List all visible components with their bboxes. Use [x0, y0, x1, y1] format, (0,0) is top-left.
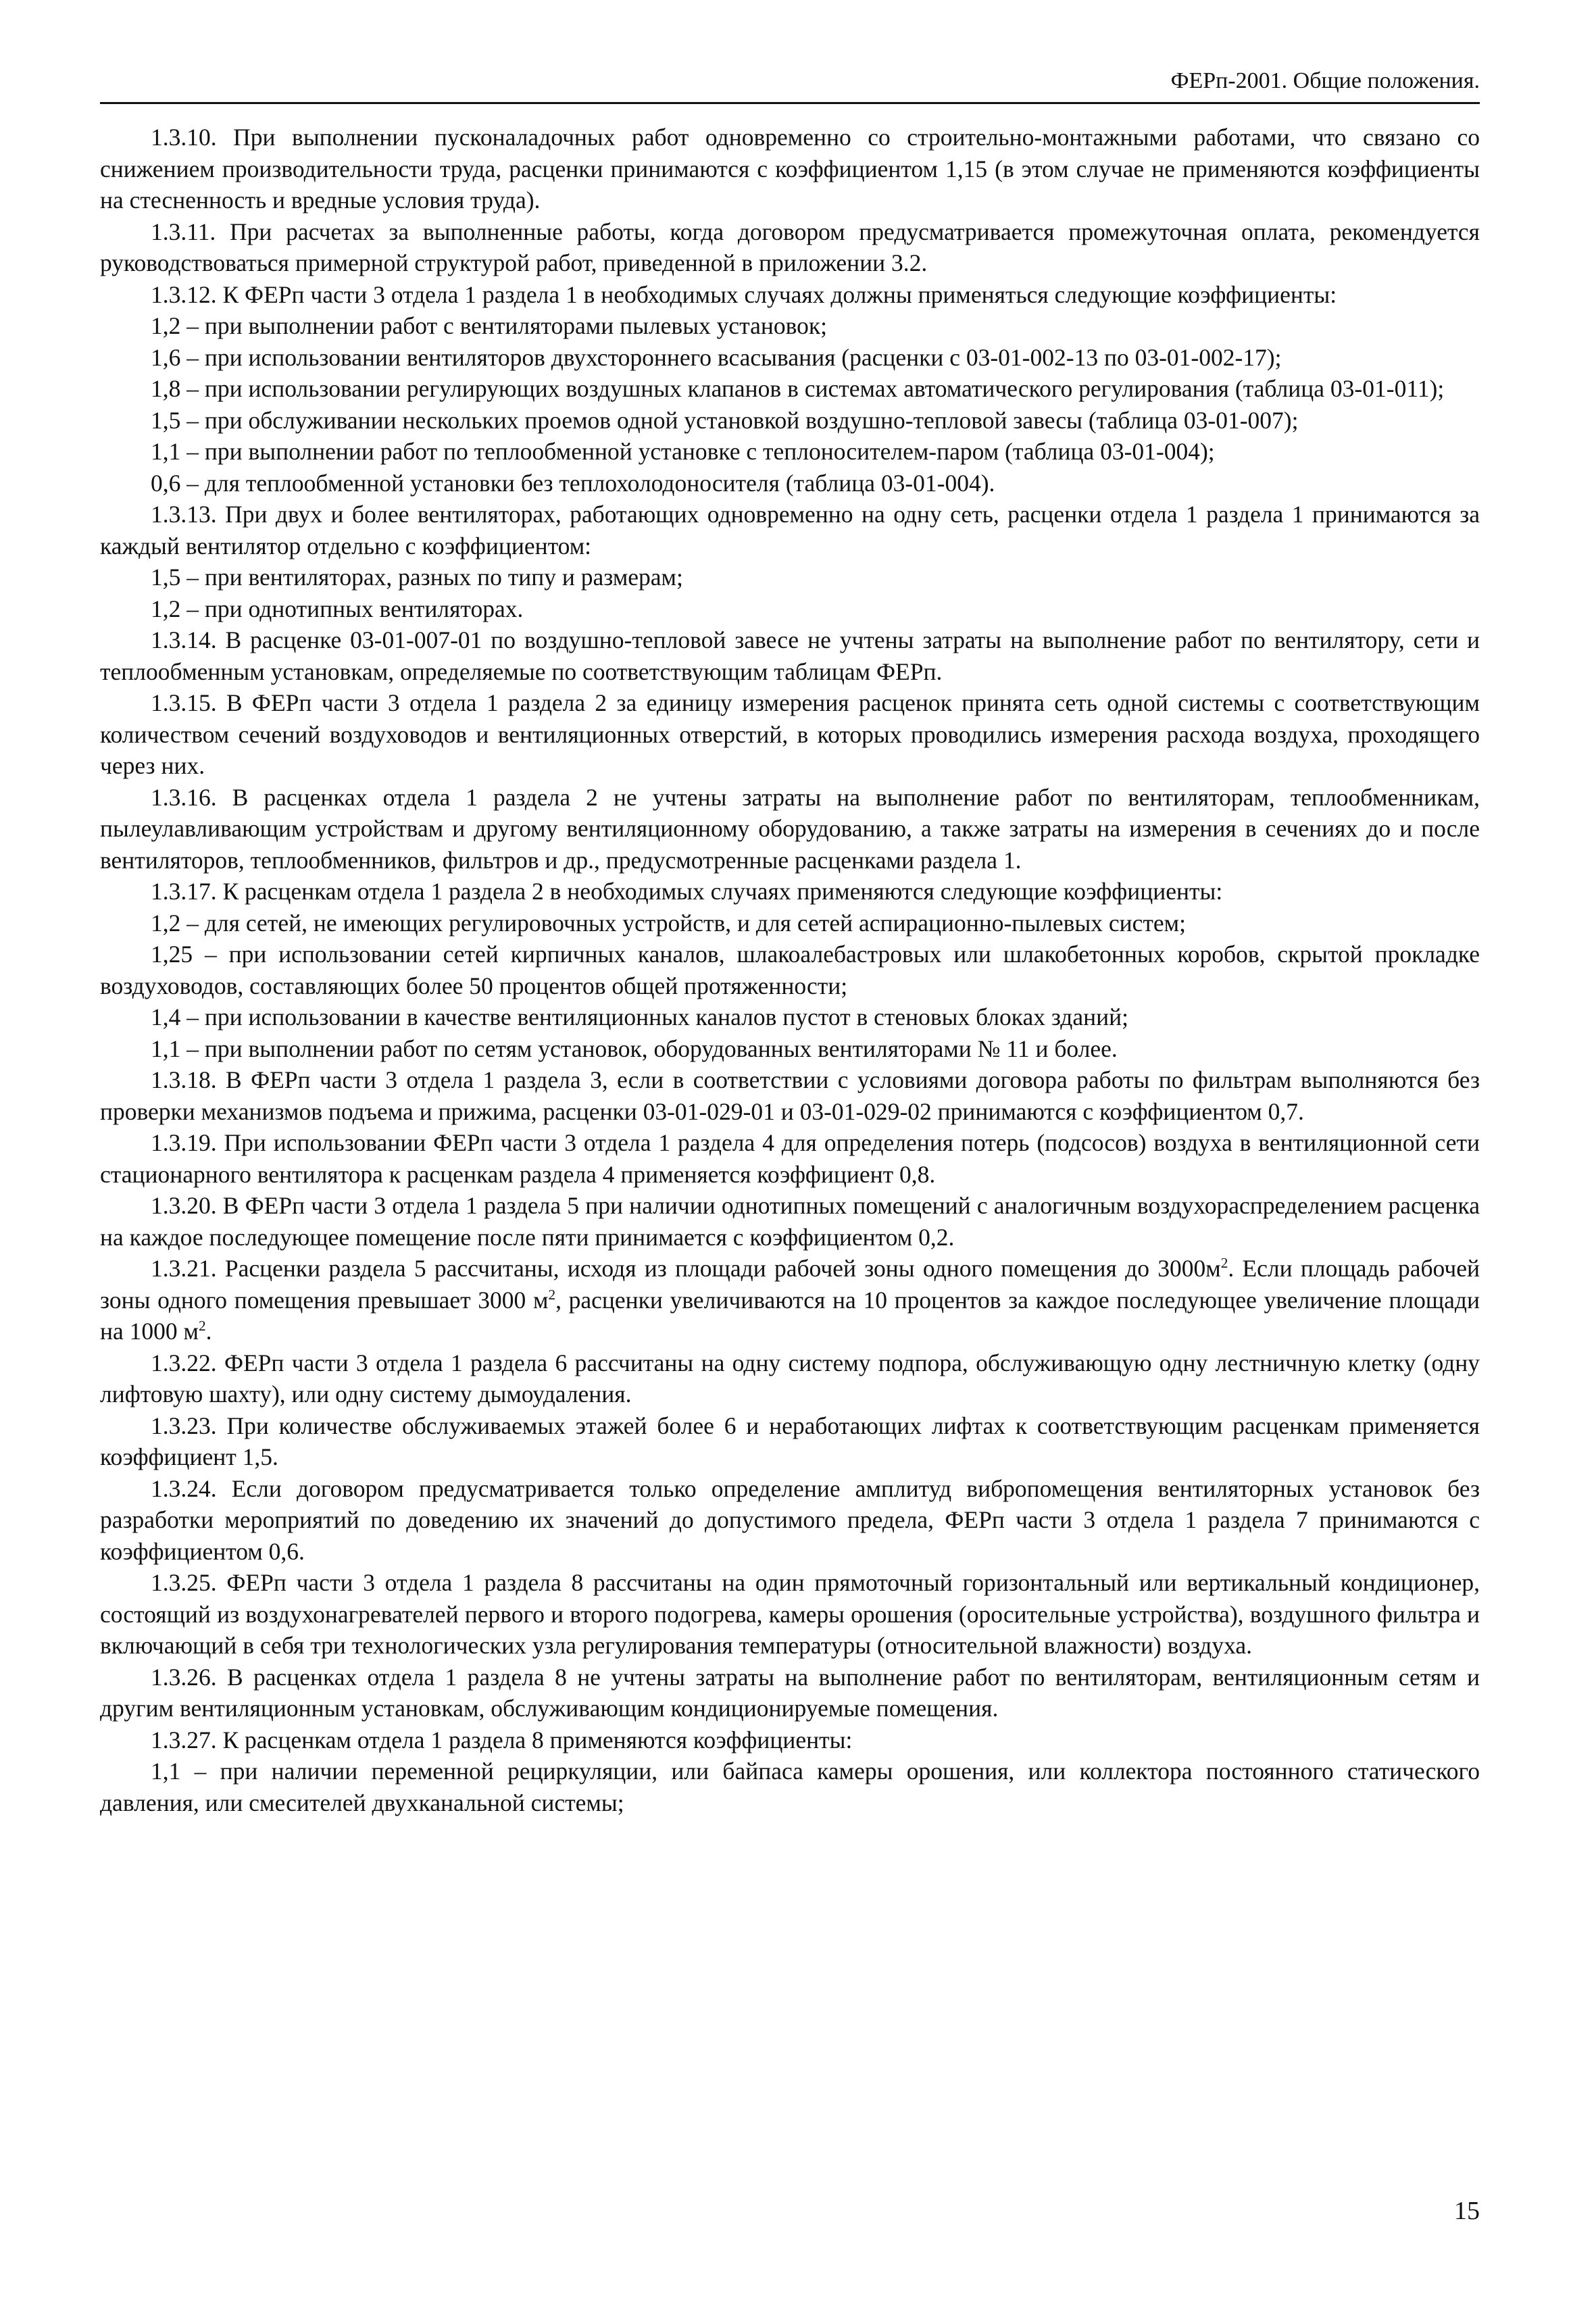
- paragraph-p1327: 1.3.27. К расценкам отдела 1 раздела 8 применяются коэффициенты:: [151, 1726, 853, 1753]
- paragraph-p1325: 1.3.25. ФЕРп части 3 отдела 1 раздела 8 рассчитаны на один прямоточный горизонтальный или вертикальный кондиционер, состоящий из воздухонагревателей первого и второго подогрева, камеры орошения (оросительные устройства), воздушного фильтра и включающий в себя три технологических узла регулирования температуры (относительной влажности) воздуха.: [100, 1569, 1480, 1659]
- text-segment: 1.3.21. Расценки раздела 5 рассчитаны, исходя из площади рабочей зоны одного помещения до 3000м: [151, 1255, 1221, 1282]
- document-body: [100, 122, 1480, 1818]
- paragraph-p1312c: 1,8 – при использовании регулирующих воздушных клапанов в системах автоматического регулирования (таблица 03-01-011);: [151, 375, 1445, 402]
- document-page: [100, 64, 1480, 1818]
- paragraph-p1323: 1.3.23. При количестве обслуживаемых этажей более 6 и неработающих лифтах к соответствующим расценкам применяется коэффициент 1,5.: [100, 1412, 1480, 1470]
- paragraph-p1312d: 1,5 – при обслуживании нескольких проемов одной установкой воздушно-тепловой завесы (таблица 03-01-007);: [151, 406, 1299, 434]
- paragraph-p1312f: 0,6 – для теплообменной установки без теплохолодоносителя (таблица 03-01-004).: [151, 469, 995, 497]
- paragraph-p1312a: 1,2 – при выполнении работ с вентиляторами пылевых установок;: [151, 312, 828, 339]
- paragraph-p1317c: 1,4 – при использовании в качестве вентиляционных каналов пустот в стеновых блоках зданий;: [151, 1003, 1128, 1030]
- paragraph-p1326: 1.3.26. В расценках отдела 1 раздела 8 не учтены затраты на выполнение работ по вентиляторам, вентиляционным сетям и другим вентиляционным установкам, обслуживающим кондиционируемые помещения.: [100, 1663, 1480, 1722]
- page-number: 15: [1454, 2197, 1480, 2225]
- paragraph-p1320: 1.3.20. В ФЕРп части 3 отдела 1 раздела 5 при наличии однотипных помещений с аналогичным воздухораспределением расценка на каждое последующее помещение после пяти принимается с коэффициентом 0,2.: [100, 1192, 1480, 1251]
- paragraph-p1319: 1.3.19. При использовании ФЕРп части 3 отдела 1 раздела 4 для определения потерь (подсосов) воздуха в вентиляционной сети стационарного вентилятора к расценкам раздела 4 применяется коэффициент 0,8.: [100, 1129, 1480, 1188]
- running-header: [100, 64, 1480, 104]
- text-segment: .: [205, 1318, 212, 1345]
- paragraph-p1322: 1.3.22. ФЕРп части 3 отдела 1 раздела 6 рассчитаны на одну систему подпора, обслуживающую одну лестничную клетку (одну лифтовую шахту), или одну систему дымоудаления.: [100, 1349, 1480, 1408]
- superscript: 2: [198, 1318, 206, 1335]
- paragraph-p1316: 1.3.16. В расценках отдела 1 раздела 2 не учтены затраты на выполнение работ по вентиляторам, теплообменникам, пылеулавливающим устройствам и другому вентиляционному оборудованию, а также затраты на измерения в сечениях до и после вентиляторов, теплообменников, фильтров и др., предусмотренные расценками раздела 1.: [100, 783, 1480, 874]
- paragraph-p1317d: 1,1 – при выполнении работ по сетям установок, оборудованных вентиляторами № 11 и более.: [151, 1035, 1118, 1062]
- paragraph-p1312: 1.3.12. К ФЕРп части 3 отдела 1 раздела 1 в необходимых случаях должны применяться следующие коэффициенты:: [151, 280, 1337, 308]
- text-segment: , расценки увеличиваются на 10 процентов за каждое последующее увеличение площади на 1000 м: [100, 1286, 1480, 1345]
- paragraph-p1311: 1.3.11. При расчетах за выполненные работы, когда договором предусматривается промежуточная оплата, рекомендуется руководствоваться примерной структурой работ, приведенной в приложении 3.2.: [100, 218, 1480, 276]
- paragraph-p1313b: 1,2 – при однотипных вентиляторах.: [151, 595, 524, 622]
- paragraph-p1317: 1.3.17. К расценкам отдела 1 раздела 2 в необходимых случаях применяются следующие коэффициенты:: [151, 878, 1223, 905]
- paragraph-p1317b: 1,25 – при использовании сетей кирпичных каналов, шлакоалебастровых или шлакобетонных коробов, скрытой прокладке воздуховодов, составляющих более 50 процентов общей протяженности;: [100, 941, 1480, 999]
- paragraph-p1324: 1.3.24. Если договором предусматривается только определение амплитуд вибропомещения вентиляторных установок без разработки мероприятий по доведению их значений до допустимого предела, ФЕРп части 3 отдела 1 раздела 7 принимаются с коэффициентом 0,6.: [100, 1474, 1480, 1565]
- paragraph-p1321: [100, 1253, 1480, 1347]
- paragraph-p1312b: 1,6 – при использовании вентиляторов двухстороннего всасывания (расценки с 03-01-002-13 по 03-01-002-17);: [151, 343, 1282, 371]
- paragraph-p1314: 1.3.14. В расценке 03-01-007-01 по воздушно-тепловой завесе не учтены затраты на выполнение работ по вентилятору, сети и теплообменным установкам, определяемые по соответствующим таблицам ФЕРп.: [100, 626, 1480, 685]
- paragraph-p1318: 1.3.18. В ФЕРп части 3 отдела 1 раздела 3, если в соответствии с условиями договора работы по фильтрам выполняются без проверки механизмов подъема и прижима, расценки 03-01-029-01 и 03-01-029-02 принимаются с коэффициентом 0,7.: [100, 1066, 1480, 1125]
- paragraph-p1315: 1.3.15. В ФЕРп части 3 отдела 1 раздела 2 за единицу измерения расценок принята сеть одной системы с соответствующим количеством сечений воздуховодов и вентиляционных отверстий, в которых проводились измерения расхода воздуха, проходящего через них.: [100, 689, 1480, 779]
- paragraph-p1313: 1.3.13. При двух и более вентиляторах, работающих одновременно на одну сеть, расценки отдела 1 раздела 1 принимаются за каждый вентилятор отдельно с коэффициентом:: [100, 501, 1480, 559]
- paragraph-p1310: 1.3.10. При выполнении пусконаладочных работ одновременно со строительно-монтажными работами, что связано со снижением производительности труда, расценки принимаются с коэффициентом 1,15 (в этом случае не применяются коэффициенты на стесненность и вредные условия труда).: [100, 124, 1480, 214]
- text-segment: . Если площадь рабочей зоны одного помещения превышает 3000 м: [100, 1255, 1480, 1314]
- superscript: 2: [548, 1286, 556, 1303]
- paragraph-p1312e: 1,1 – при выполнении работ по теплообменной установке с теплоносителем-паром (таблица 03-01-004);: [151, 438, 1215, 465]
- paragraph-p1317a: 1,2 – для сетей, не имеющих регулировочных устройств, и для сетей аспирационно-пылевых систем;: [151, 909, 1186, 937]
- header-title: ФЕРп-2001. Общие положения.: [1170, 68, 1480, 93]
- paragraph-p1327a: 1,1 – при наличии переменной рециркуляции, или байпаса камеры орошения, или коллектора постоянного статического давления, или смесителей двухканальной системы;: [100, 1758, 1480, 1816]
- paragraph-p1313a: 1,5 – при вентиляторах, разных по типу и размерам;: [151, 564, 683, 591]
- superscript: 2: [1220, 1255, 1228, 1272]
